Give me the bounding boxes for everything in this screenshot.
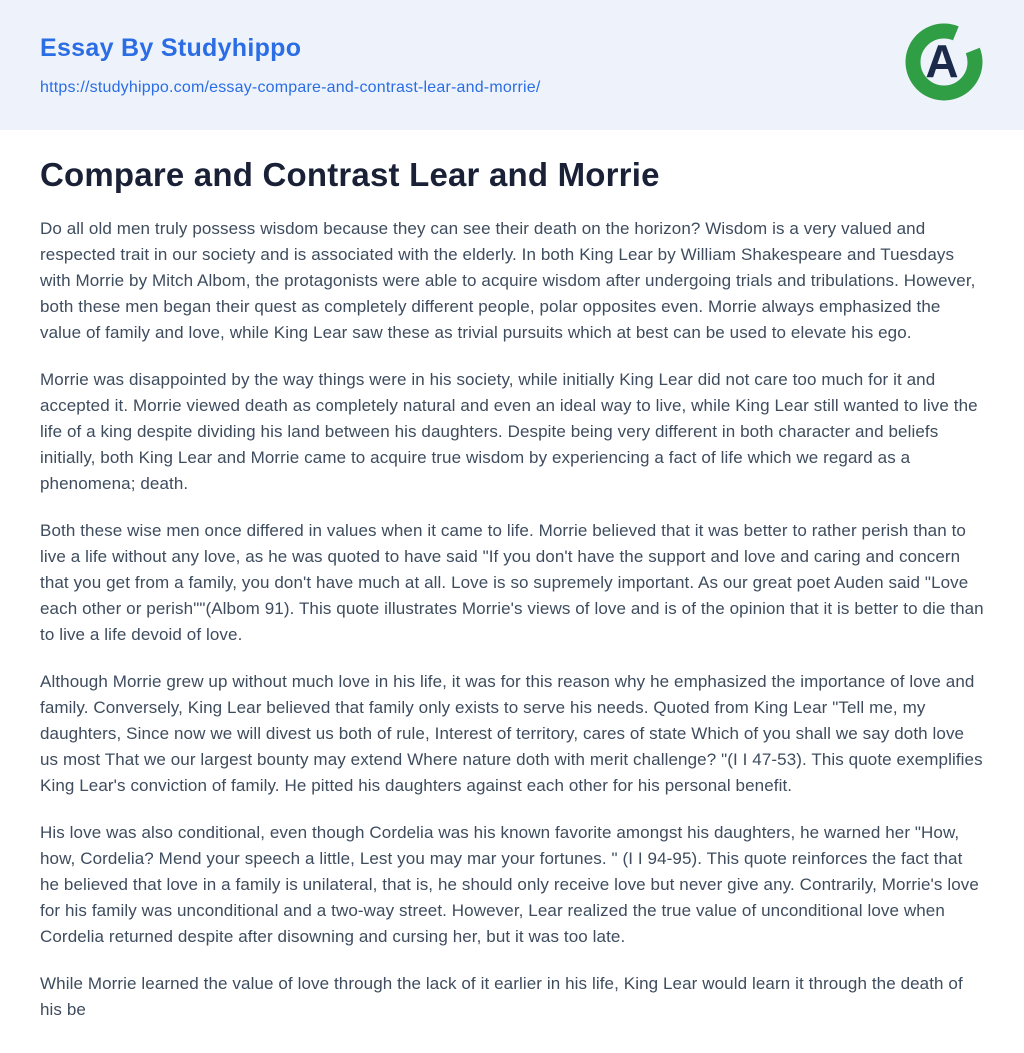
studyhippo-logo-icon bbox=[904, 22, 984, 102]
page-url-link[interactable]: https://studyhippo.com/essay-compare-and-contrast-lear-and-morrie/ bbox=[40, 79, 541, 96]
essay-paragraph: Do all old men truly possess wisdom because they can see their death on the horizon? Wisdom is a very valued and respected trait in our society and is associated with the elderly. In both King Lear by William Shakespeare and Tuesdays with Morrie by Mitch Albom, the protagonists were able to acquire wisdom after undergoing trials and tribulations. However, both these men began their quest as completely different people, polar opposites even. Morrie always emphasized the value of family and love, while King Lear saw these as trivial pursuits which at best can be used to elevate his ego. bbox=[40, 219, 976, 342]
essay-paragraph: Both these wise men once differed in values when it came to life. Morrie believed that it was better to rather perish than to live a life without any love, as he was quoted to have said "If you don't have the support and love and caring and concern that you get from a family, you don't have much at all. Love is so supremely important. As our great poet Auden said "Love each other or perish""(Albom 91). This quote illustrates Morrie's views of love and is of the opinion that it is better to die than to live a life devoid of love. bbox=[40, 521, 984, 644]
article bbox=[0, 130, 1024, 1053]
logo-letter: A bbox=[925, 35, 959, 87]
site-title: Essay By Studyhippo bbox=[40, 34, 302, 62]
essay-paragraph: Although Morrie grew up without much love in his life, it was for this reason why he emphasized the importance of love and family. Conversely, King Lear believed that family only exists to serve his needs. Quoted from King Lear "Tell me, my daughters, Since now we will divest us both of rule, Interest of territory, cares of state Which of you shall we say doth love us most That we our largest bounty may extend Where nature doth with merit challenge? "(I I 47-53). This quote exemplifies King Lear's conviction of family. He pitted his daughters against each other for his personal benefit. bbox=[40, 672, 983, 795]
article-title: Compare and Contrast Lear and Morrie bbox=[40, 156, 660, 193]
essay-paragraph: While Morrie learned the value of love through the lack of it earlier in his life, King Lear would learn it through the death of his be bbox=[40, 974, 963, 1019]
essay-paragraph: His love was also conditional, even though Cordelia was his known favorite amongst his daughters, he warned her "How, how, Cordelia? Mend your speech a little, Lest you may mar your fortunes. " (I I 94-95). This quote reinforces the fact that he believed that love in a family is unilateral, that is, he should only receive love but never give any. Contrarily, Morrie's love for his family was unconditional and a two-way street. However, Lear realized the true value of unconditional love when Cordelia returned despite after disowning and cursing her, but it was too late. bbox=[40, 823, 979, 946]
essay-paragraph: Morrie was disappointed by the way things were in his society, while initially King Lear did not care too much for it and accepted it. Morrie viewed death as completely natural and even an ideal way to live, while King Lear still wanted to live the life of a king despite dividing his land between his daughters. Despite being very different in both character and beliefs initially, both King Lear and Morrie came to acquire true wisdom by experiencing a fact of life which we regard as a phenomena; death. bbox=[40, 370, 978, 493]
page-header bbox=[0, 0, 1024, 130]
essay-body bbox=[40, 216, 984, 1023]
